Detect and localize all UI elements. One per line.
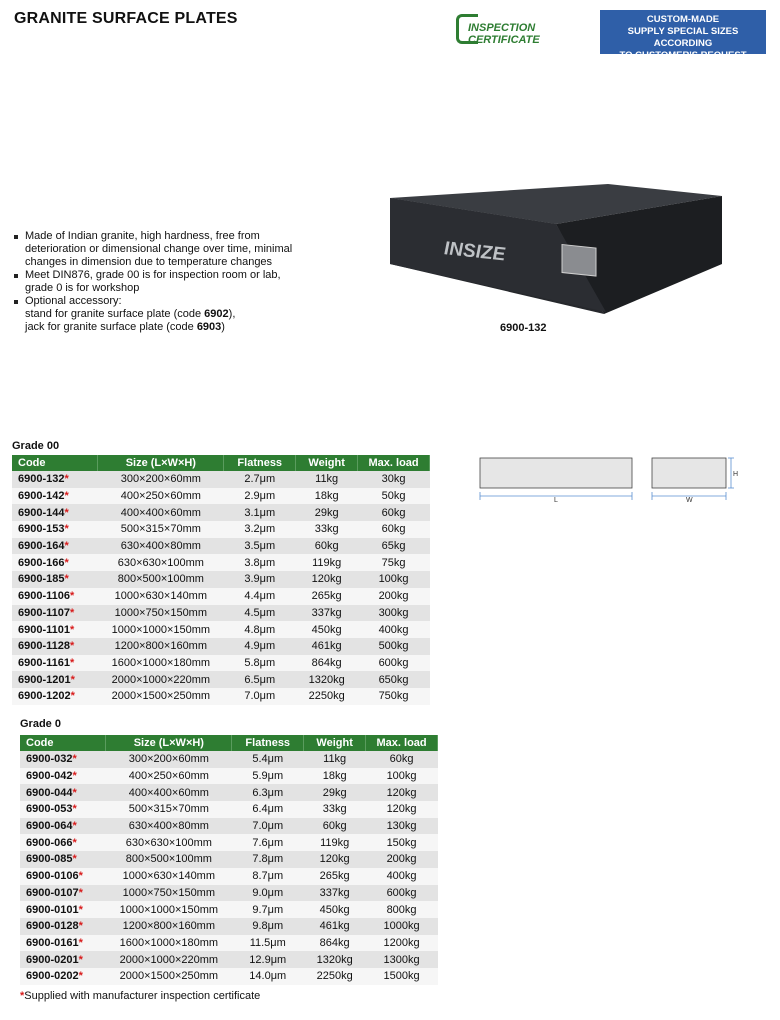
custom-badge-line-2: SUPPLY SPECIAL SIZES ACCORDING [627,26,739,49]
cell-code [20,901,106,918]
feature-item-accessory [12,295,302,334]
feature-list [12,230,302,334]
cell-size: 630×630×100mm [125,836,212,849]
certificate-star-icon: * [64,556,69,569]
cell-max-load: 30kg [381,473,406,486]
certificate-star-icon: * [78,953,83,966]
cell-weight: 33kg [322,803,347,816]
table-row [12,671,430,688]
cell-code [12,688,98,705]
plate-brand-text: INSIZE [444,238,506,266]
cell-code [20,868,106,885]
product-code: 6900-064 [26,820,73,833]
cell-weight: 2250kg [316,970,353,983]
cell-weight: 33kg [314,523,339,536]
custom-badge-line-1: CUSTOM-MADE [646,14,720,25]
table-row [12,471,430,488]
product-code: 6900-164 [18,540,65,553]
cell-code [20,951,106,968]
cell-size: 1000×750×150mm [122,886,216,899]
dimension-diagram [478,456,740,506]
cell-flatness: 7.6μm [252,836,284,849]
cell-weight: 119kg [320,836,350,849]
col-flatness: Flatness [224,455,296,471]
cell-weight: 60kg [322,820,347,833]
certificate-star-icon: * [78,920,83,933]
cell-max-load: 50kg [381,490,406,503]
page-title: GRANITE SURFACE PLATES [14,10,238,27]
cell-size: 2000×1500×250mm [111,690,211,703]
cell-flatness: 3.5μm [244,540,276,553]
cell-max-load: 600kg [378,656,409,669]
cell-weight: 18kg [322,770,347,783]
cell-code [20,918,106,935]
table-row [12,638,430,655]
cell-max-load: 200kg [386,853,417,866]
cell-flatness: 9.7μm [252,903,284,916]
table-row [12,554,430,571]
cell-flatness: 3.8μm [244,556,276,569]
feature-item: Meet DIN876, grade 00 is for inspection room or lab, grade 0 is for workshop [12,269,302,295]
cell-size: 1000×1000×150mm [111,623,211,636]
custom-made-badge [600,10,766,61]
certificate-star-icon: * [70,606,75,619]
cell-max-load: 75kg [381,556,406,569]
table-row [20,868,438,885]
cell-size: 400×250×60mm [128,770,209,783]
product-code: 6900-044 [26,786,73,799]
cell-max-load: 60kg [389,753,414,766]
cell-max-load: 400kg [386,870,417,883]
cell-size: 400×250×60mm [120,490,201,503]
cell-weight: 864kg [319,936,350,949]
plate-label-tag [562,244,596,276]
cell-size: 1200×800×160mm [114,640,208,653]
cell-code [12,671,98,688]
custom-badge-line-3: TO CUSTOMER'S REQUEST [619,50,747,61]
cell-weight: 461kg [319,920,350,933]
cell-weight: 461kg [311,640,342,653]
certificate-star-icon: * [64,506,69,519]
cell-size: 400×400×60mm [128,786,209,799]
cell-max-load: 60kg [381,523,406,536]
cell-code [20,801,106,818]
certificate-star-icon: * [78,886,83,899]
cell-code [20,834,106,851]
cell-weight: 60kg [314,540,339,553]
cell-flatness: 2.7μm [244,473,276,486]
product-code: 6900-0101 [26,903,79,916]
product-code: 6900-132 [18,473,65,486]
cell-size: 2000×1000×220mm [111,673,211,686]
table-row [20,918,438,935]
product-code: 6900-1101 [18,623,70,636]
diagram-label-w: W [686,497,693,504]
cell-max-load: 650kg [378,673,409,686]
table-row [12,488,430,505]
certificate-star-icon: * [70,656,75,669]
certificate-star-icon: * [72,753,77,766]
feature-item: Made of Indian granite, high hardness, free from deterioration or dimensional change over time, minimal changes in dimension due to temperature changes [12,230,302,269]
cell-flatness: 4.8μm [244,623,276,636]
cell-weight: 450kg [319,903,350,916]
cell-size: 500×315×70mm [120,523,201,536]
certificate-star-icon: * [70,690,75,703]
cell-code [20,935,106,952]
cell-weight: 265kg [319,870,350,883]
footnote-mark: * [20,990,25,1002]
cell-flatness: 7.0μm [244,690,276,703]
table-row [12,504,430,521]
cell-max-load: 120kg [386,803,417,816]
table-row [12,605,430,622]
cell-max-load: 800kg [386,903,417,916]
cell-size: 1000×630×140mm [114,590,208,603]
product-code: 6900-0107 [26,886,79,899]
product-code: 6900-0106 [26,870,79,883]
cell-weight: 337kg [319,886,350,899]
certificate-star-icon: * [72,820,77,833]
certificate-star-icon: * [70,590,75,603]
cell-flatness: 14.0μm [249,970,287,983]
accessory-stand-end: ), [228,308,236,320]
product-code: 6900-1128 [18,640,70,653]
certificate-star-icon: * [72,836,77,849]
cell-weight: 11kg [323,753,347,766]
product-code: 6900-042 [26,770,73,783]
footnote [20,990,260,1002]
cell-max-load: 130kg [386,820,417,833]
diagram-label-h: H [733,471,739,478]
cell-max-load: 1500kg [383,970,420,983]
cell-size: 2000×1500×250mm [119,970,219,983]
cell-size: 1200×800×160mm [122,920,216,933]
cell-max-load: 600kg [386,886,417,899]
cell-weight: 2250kg [308,690,345,703]
cell-size: 1000×1000×150mm [119,903,219,916]
cell-weight: 1320kg [308,673,345,686]
certificate-star-icon: * [78,903,83,916]
col-size: Size (L×W×H) [106,735,232,751]
cell-flatness: 9.8μm [252,920,284,933]
cell-code [12,471,98,488]
certificate-star-icon: * [64,523,69,536]
product-code: 6900-185 [18,573,65,586]
cell-size: 800×500×100mm [117,573,204,586]
certificate-star-icon: * [64,540,69,553]
cell-weight: 120kg [311,573,342,586]
inspection-certificate-logo [456,14,566,48]
certificate-star-icon: * [70,640,75,653]
cell-size: 300×200×60mm [120,473,201,486]
product-code: 6900-166 [18,556,65,569]
cell-code [12,588,98,605]
cell-max-load: 150kg [386,836,417,849]
certificate-line-2: CERTIFICATE [468,34,540,46]
certificate-star-icon: * [72,786,77,799]
cell-weight: 450kg [311,623,342,636]
diagram-label-l: L [554,497,558,504]
cell-size: 630×630×100mm [117,556,204,569]
cell-flatness: 7.8μm [252,853,284,866]
cell-flatness: 3.1μm [244,506,276,519]
certificate-star-icon: * [72,770,77,783]
cell-weight: 337kg [311,606,342,619]
accessory-stand-text: stand for granite surface plate (code [25,308,205,320]
table-row [20,834,438,851]
accessory-jack-text: jack for granite surface plate (code [25,321,197,333]
certificate-star-icon: * [78,936,83,949]
footnote-text: Supplied with manufacturer inspection certificate [24,990,261,1002]
cell-size: 1600×1000×180mm [111,656,211,669]
col-flatness: Flatness [232,735,304,751]
col-code: Code [12,455,98,471]
product-code: 6900-153 [18,523,65,536]
cell-max-load: 1000kg [383,920,420,933]
grade-0-table [20,735,438,985]
product-code: 6900-085 [26,853,73,866]
cell-size: 1000×750×150mm [114,606,208,619]
cell-code [12,504,98,521]
table-row [12,588,430,605]
product-code: 6900-032 [26,753,73,766]
cell-max-load: 500kg [378,640,409,653]
cell-weight: 29kg [322,786,347,799]
cell-weight: 119kg [312,556,342,569]
cell-flatness: 6.5μm [244,673,276,686]
cell-size: 2000×1000×220mm [119,953,219,966]
cell-weight: 1320kg [316,953,353,966]
col-weight: Weight [304,735,366,751]
product-code: 6900-0161 [26,936,79,949]
accessory-jack-code: 6903 [196,321,222,333]
col-max-load: Max. load [358,455,430,471]
table-row [12,538,430,555]
table-row [20,818,438,835]
cell-max-load: 65kg [381,540,406,553]
cell-max-load: 1300kg [383,953,420,966]
cell-weight: 864kg [311,656,342,669]
cell-code [20,968,106,985]
cell-code [20,851,106,868]
cell-max-load: 1200kg [383,936,420,949]
product-code: 6900-0201 [26,953,79,966]
cell-code [12,521,98,538]
cell-flatness: 4.9μm [244,640,276,653]
grade-00-label: Grade 00 [12,440,60,452]
accessory-jack-end: ) [221,321,225,333]
cell-flatness: 4.5μm [244,606,276,619]
cell-weight: 18kg [314,490,339,503]
cell-flatness: 7.0μm [252,820,284,833]
cell-flatness: 12.9μm [249,953,287,966]
grade-0-label: Grade 0 [20,718,61,730]
table-row [12,655,430,672]
table-row [20,801,438,818]
cell-code [20,885,106,902]
product-code: 6900-144 [18,506,65,519]
product-code: 6900-142 [18,490,65,503]
cell-size: 630×400×80mm [128,820,209,833]
table-row [20,885,438,902]
certificate-star-icon: * [70,673,75,686]
accessory-heading: Optional accessory: [25,295,122,307]
col-size: Size (L×W×H) [98,455,224,471]
cell-flatness: 5.9μm [252,770,284,783]
cell-size: 800×500×100mm [125,853,212,866]
table-row [20,935,438,952]
cell-flatness: 6.4μm [252,803,284,816]
cell-max-load: 300kg [378,606,409,619]
certificate-star-icon: * [64,573,69,586]
diagram-length-view [480,458,632,488]
cell-code [12,638,98,655]
certificate-star-icon: * [64,473,69,486]
certificate-star-icon: * [78,970,83,983]
table-row [20,951,438,968]
cell-code [12,488,98,505]
certificate-star-icon: * [64,490,69,503]
certificate-star-icon: * [70,623,75,636]
diagram-width-view [652,458,726,488]
grade-00-table [12,455,430,705]
cell-flatness: 5.8μm [244,656,276,669]
table-row [12,571,430,588]
table-row [12,688,430,705]
table-row [20,901,438,918]
cell-flatness: 5.4μm [252,753,284,766]
accessory-stand-code: 6902 [204,308,229,320]
cell-code [20,751,106,768]
cell-code [20,818,106,835]
certificate-line-1: INSPECTION [468,22,536,34]
product-code: 6900-1202 [18,690,71,703]
cell-max-load: 400kg [378,623,409,636]
cell-code [12,554,98,571]
product-code: 6900-1107 [18,606,70,619]
cell-flatness: 11.5μm [249,936,286,949]
table-row [20,751,438,768]
table-row [20,768,438,785]
cell-code [20,768,106,785]
product-code: 6900-066 [26,836,73,849]
cell-flatness: 4.4μm [244,590,276,603]
col-max-load: Max. load [366,735,438,751]
cell-code [12,605,98,622]
cell-size: 630×400×80mm [120,540,201,553]
cell-max-load: 100kg [386,770,417,783]
product-code: 6900-0202 [26,970,79,983]
cell-code [12,538,98,555]
cell-code [12,655,98,672]
table-row [12,521,430,538]
cell-max-load: 750kg [378,690,409,703]
table-row [20,968,438,985]
col-weight: Weight [296,455,358,471]
cell-size: 400×400×60mm [120,506,201,519]
table-row [12,621,430,638]
cell-size: 300×200×60mm [128,753,209,766]
image-caption: 6900-132 [500,322,547,334]
cell-flatness: 6.3μm [252,786,284,799]
cell-weight: 120kg [319,853,350,866]
cell-max-load: 60kg [381,506,406,519]
certificate-star-icon: * [72,853,77,866]
table-row [20,784,438,801]
cell-code [12,571,98,588]
cell-max-load: 100kg [378,573,409,586]
table-row [20,851,438,868]
cell-flatness: 9.0μm [252,886,284,899]
product-code: 6900-053 [26,803,73,816]
cell-flatness: 3.9μm [244,573,276,586]
col-code: Code [20,735,106,751]
cell-code [20,784,106,801]
product-code: 6900-0128 [26,920,79,933]
cell-flatness: 2.9μm [244,490,276,503]
cell-code [12,621,98,638]
product-code: 6900-1201 [18,673,71,686]
cell-flatness: 8.7μm [252,870,284,883]
cell-flatness: 3.2μm [244,523,276,536]
product-code: 6900-1161 [18,656,70,669]
cell-weight: 265kg [311,590,342,603]
cell-max-load: 120kg [386,786,417,799]
certificate-star-icon: * [72,803,77,816]
cell-size: 1600×1000×180mm [119,936,219,949]
cell-max-load: 200kg [378,590,409,603]
cell-weight: 11kg [315,473,339,486]
granite-plate-image [386,184,726,314]
product-code: 6900-1106 [18,590,70,603]
cell-weight: 29kg [314,506,339,519]
certificate-star-icon: * [78,870,83,883]
cell-size: 1000×630×140mm [122,870,216,883]
cell-size: 500×315×70mm [128,803,209,816]
